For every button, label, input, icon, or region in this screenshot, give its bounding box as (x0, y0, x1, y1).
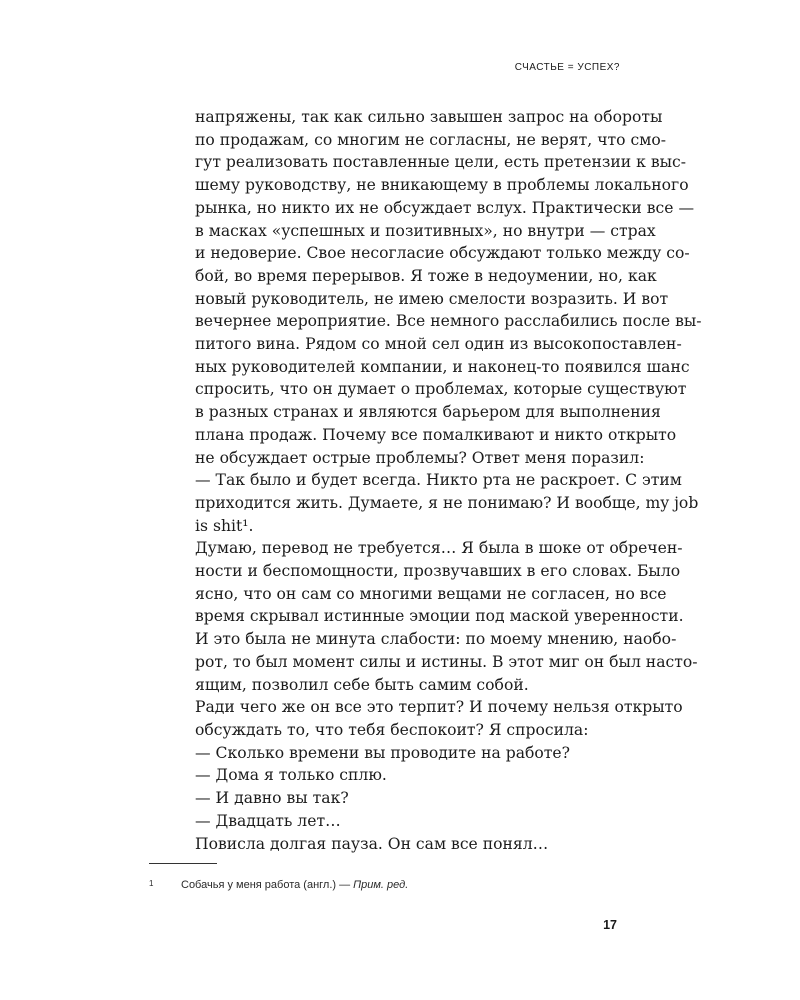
text-line: время скрывал истинные эмоции под маской уверенности. (195, 607, 684, 626)
text-line: плана продаж. Почему все помалкивают и никто открыто (195, 425, 677, 444)
text-line: ности и беспомощности, прозвучавших в его словах. Было (195, 562, 681, 581)
text-line: не обсуждает острые проблемы? Ответ меня поразил: (195, 448, 645, 467)
text-line: рот, то был момент силы и истины. В этот миг он был насто- (195, 652, 698, 671)
footnote-text: Собачья у меня работа (англ.) — (181, 879, 354, 891)
footnote-editor-note: Прим. ред. (353, 879, 409, 891)
text-line: — Так было и будет всегда. Никто рта не раскроет. С этим (195, 471, 682, 490)
text-line: питого вина. Рядом со мной сел один из высокопоставлен- (195, 335, 682, 354)
text-line: напряжены, так как сильно завышен запрос на обороты (195, 108, 663, 126)
text-line: вечернее мероприятие. Все немного расслабились после вы- (195, 312, 702, 331)
text-line: спросить, что он думает о проблемах, которые существуют (195, 380, 687, 399)
text-line: ных руководителей компании, и наконец-то появился шанс (195, 357, 690, 376)
footnote-divider (149, 863, 217, 864)
text-line: ящим, позволил себе быть самим собой. (195, 675, 529, 694)
text-line: приходится жить. Думаете, я не понимаю? И вообще, my job (195, 493, 699, 512)
text-line: И это была не минута слабости: по моему мнению, наобо- (195, 630, 677, 649)
footnote (149, 879, 408, 891)
text-line: — Дома я только сплю. (195, 766, 387, 785)
text-line: по продажам, со многим не согласны, не верят, что смо- (195, 130, 666, 149)
text-line: рынка, но никто их не обсуждает вслух. Практически все — (195, 198, 695, 217)
page-number: 17 (603, 918, 617, 932)
text-line: is shit¹. (195, 516, 254, 535)
body-text (195, 106, 702, 855)
text-line: шему руководству, не вникающему в проблемы локального (195, 176, 689, 195)
text-line: Думаю, перевод не требуется… Я была в шоке от обречен- (195, 539, 683, 558)
text-line: ясно, что он сам со многими вещами не согласен, но все (195, 584, 667, 603)
text-line: Ради чего же он все это терпит? И почему нельзя открыто (195, 698, 683, 717)
text-line: — И давно вы так? (195, 789, 349, 808)
text-line: бой, во время перерывов. Я тоже в недоумении, но, как (195, 266, 657, 285)
text-line: новый руководитель, не имею смелости возразить. И вот (195, 289, 669, 308)
text-line: в масках «успешных и позитивных», но внутри — страх (195, 221, 656, 240)
text-line: и недоверие. Свое несогласие обсуждают только между со- (195, 244, 690, 263)
text-line: — Двадцать лет… (195, 811, 341, 830)
text-line: гут реализовать поставленные цели, есть претензии к выс- (195, 153, 687, 172)
footnote-marker: 1 (149, 879, 154, 888)
text-line: Повисла долгая пауза. Он сам все понял… (195, 834, 549, 853)
text-line: в разных странах и являются барьером для выполнения (195, 403, 661, 422)
running-head: СЧАСТЬЕ = УСПЕХ? (514, 62, 620, 73)
text-line: — Сколько времени вы проводите на работе? (195, 743, 570, 762)
text-line: обсуждать то, что тебя беспокоит? Я спросила: (195, 720, 589, 739)
